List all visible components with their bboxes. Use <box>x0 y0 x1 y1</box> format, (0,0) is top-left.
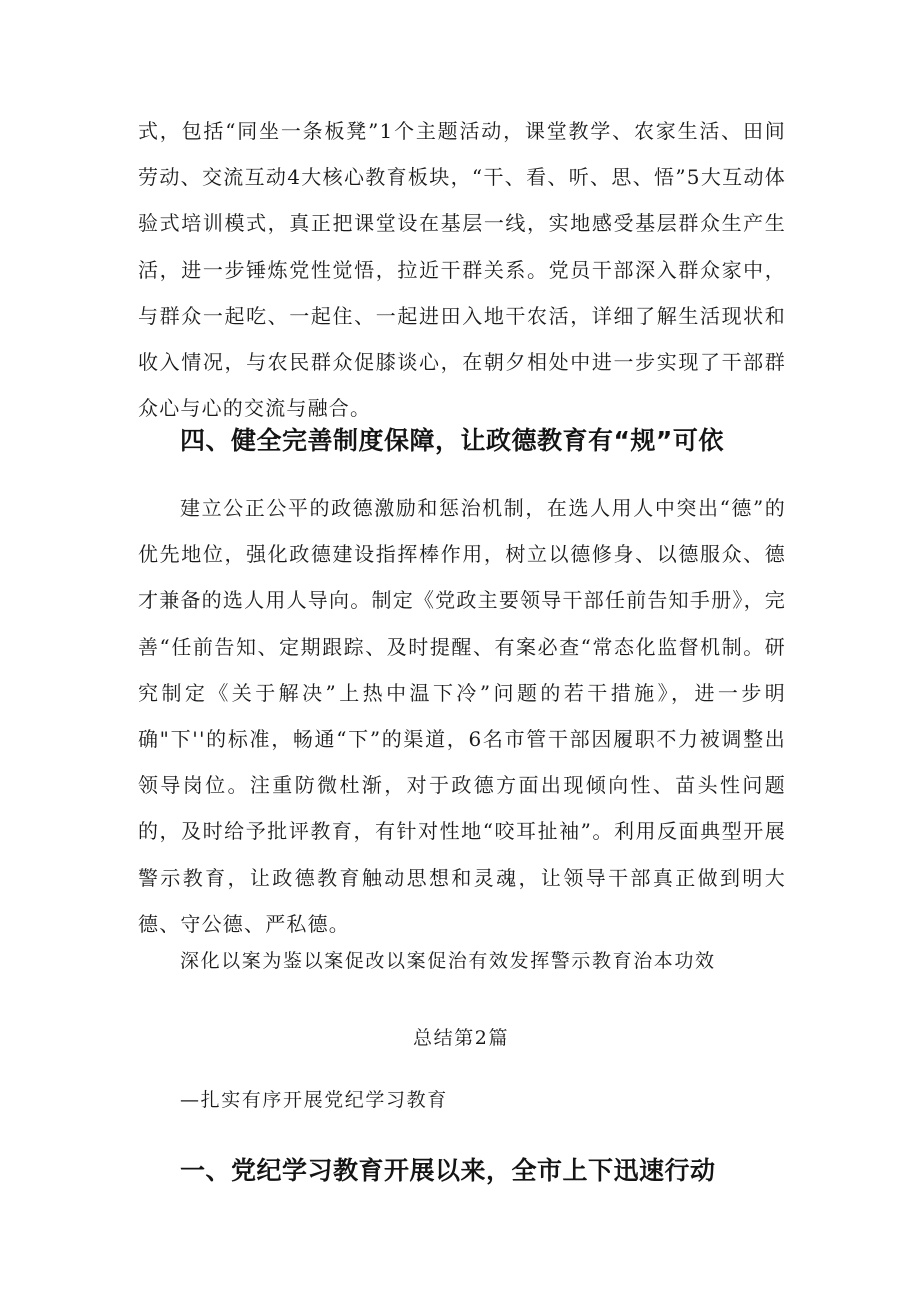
article-title-line-1: 深化以案为鉴以案促改以案促治有效发挥警示教育治本功效 <box>180 950 716 972</box>
section-heading-1: 一、党纪学习教育开展以来，全市上下迅速行动 <box>180 1156 716 1185</box>
body-paragraph-2: 建立公正公平的政德激励和惩治机制，在选人用人中突出“德”的优先地位，强化政德建设指挥棒作用，树立以德修身、以德服众、德才兼备的选人用人导向。制定《党政主要领导干部任前告知手册》，完善“任前告知、定期跟踪、及时提醒、有案必查“常态化监督机制。研究制定《关于解决”上热中温下冷”问题的若干措施》，进一步明确"下''的标准，畅通“下”的渠道，6名市管干部因履职不力被调整出领导岗位。注重防微杜渐，对于政德方面出现倾向性、苗头性问题的，及时给予批评教育，有针对性地“咬耳扯袖”。利用反面典型开展警示教育，让政德教育触动思想和灵魂，让领导干部真正做到明大德、守公德、严私德。 <box>138 496 786 936</box>
section-heading-4: 四、健全完善制度保障，让政德教育有“规”可依 <box>180 426 724 455</box>
article-title-line-2: 总结第2篇 <box>413 1027 510 1049</box>
article-subtitle: —扎实有序开展党纪学习教育 <box>180 1089 448 1111</box>
body-paragraph-1: 式，包括“同坐一条板凳”1个主题活动，课堂教学、农家生活、田间劳动、交流互动4大核心教育板块，“干、看、听、思、悟”5大互动体验式培训模式，真正把课堂设在基层一线，实地感受基层群众生产生活，进一步锤炼党性觉悟，拉近干群关系。党员干部深入群众家中，与群众一起吃、一起住、一起进田入地干农活，详细了解生活现状和收入情况，与农民群众促膝谈心，在朝夕相处中进一步实现了干部群众心与心的交流与融合。 <box>138 119 786 421</box>
